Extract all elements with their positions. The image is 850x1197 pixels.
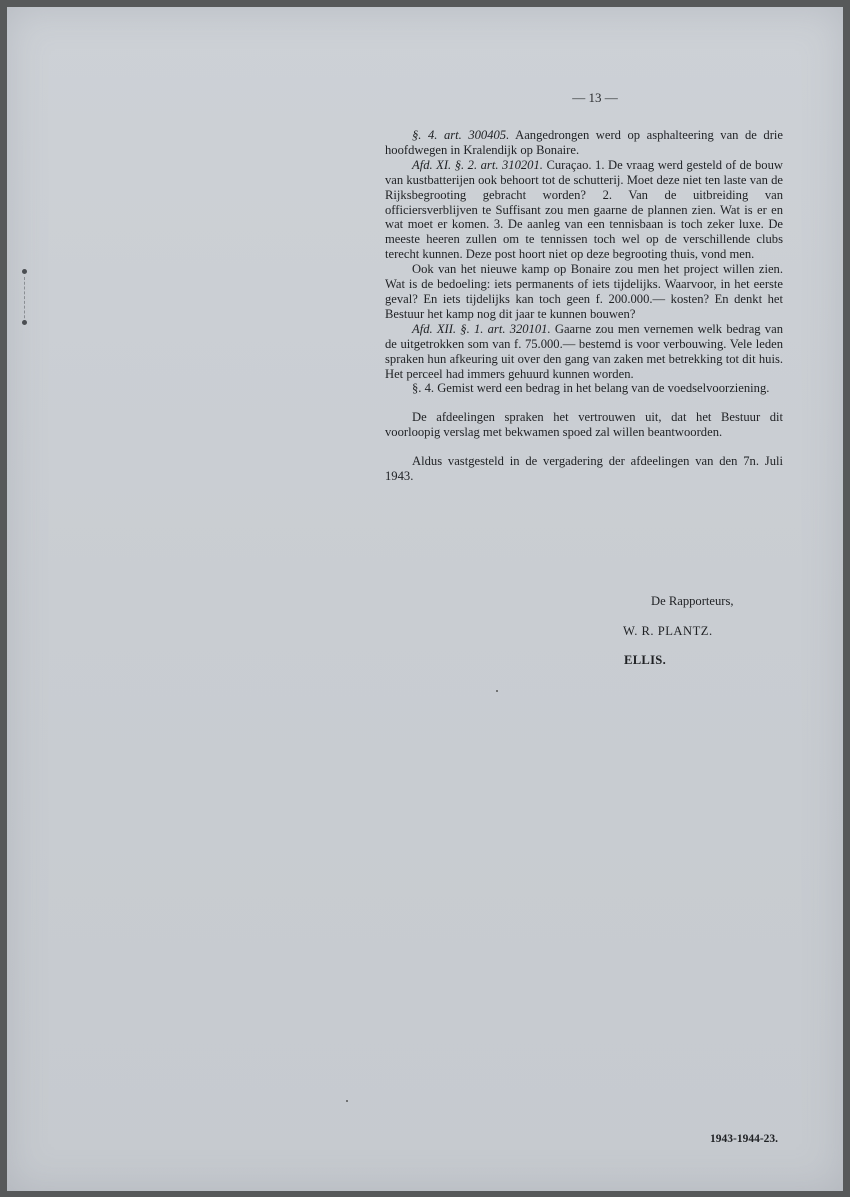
document-code: 1943-1944-23.	[710, 1133, 779, 1145]
punch-guide-line	[24, 277, 26, 323]
paragraph-kamp-bonaire	[385, 262, 783, 322]
signatory-name: W. R. PLANTZ.	[623, 624, 713, 638]
paragraph-text: Curaçao. 1. De vraag werd gesteld of de bouw van kustbatterijen ook behoort tot de schutterij. Moet deze niet ten laste van de Rijksbegrooting gebracht worden? 2. Van de uitbreiding van officiersverblijven te Suffisant zou men gaarne de plannen zien. Wat is er en wat moet er komen. 3. De aanleg van een tennisbaan is toch zeker luxe. De meeste heeren zullen om te tennissen toch wel op de verschillende clubs terecht kunnen. Deze post hoort niet op deze begrooting thuis, vond men.	[385, 157, 783, 262]
paragraph-text: Gaarne zou men vernemen welk bedrag van de uitgetrokken som van f. 75.000.— bestemd is voor verbouwing. Vele leden spraken hun afkeuring uit over den gang van zaken met betrekking tot dit huis. Het perceel had immers gehuurd kunnen worden.	[385, 321, 783, 381]
report-body	[385, 128, 783, 484]
signatory-name: ELLIS.	[624, 653, 667, 667]
article-reference: Afd. XII. §. 1. art. 320101.	[412, 321, 551, 336]
paragraph-afd-xi	[385, 158, 783, 262]
paper-speck	[346, 1100, 348, 1102]
punch-hole	[22, 320, 27, 325]
signature-title: De Rapporteurs,	[651, 594, 734, 608]
paragraph-text: Ook van het nieuwe kamp op Bonaire zou men het project willen zien. Wat is de bedoeling: iets permanents of iets tijdelijks. Waarvoor, in het eerste geval? En iets tijdelijks kan toch geen f. 200.000.— kosten? En denkt het Bestuur het kamp nog dit jaar te kunnen bouwen?	[385, 262, 783, 321]
page-number: — 13 —	[572, 90, 618, 105]
article-reference: §. 4. art. 300405.	[412, 128, 510, 142]
paragraph-art-300405	[385, 128, 783, 158]
paragraph-text: §. 4. Gemist werd een bedrag in het belang van de voedselvoorziening.	[412, 381, 770, 396]
paper-speck	[496, 690, 498, 692]
article-reference: Afd. XI. §. 2. art. 310201.	[412, 157, 543, 172]
paragraph-text: Aangedrongen werd op asphalteering van de drie hoofdwegen in Kralendijk op Bonaire.	[385, 128, 783, 157]
adoption-statement: Aldus vastgesteld in de vergadering der afdeelingen van den 7n. Juli 1943.	[385, 454, 783, 484]
paragraph-afd-xii	[385, 322, 783, 382]
punch-hole	[22, 269, 27, 274]
closing-paragraph: De afdeelingen spraken het vertrouwen uit, dat het Bestuur dit voorloopig verslag met bekwamen spoed zal willen beantwoorden.	[385, 410, 783, 440]
paragraph-voedselvoorziening	[385, 381, 783, 396]
